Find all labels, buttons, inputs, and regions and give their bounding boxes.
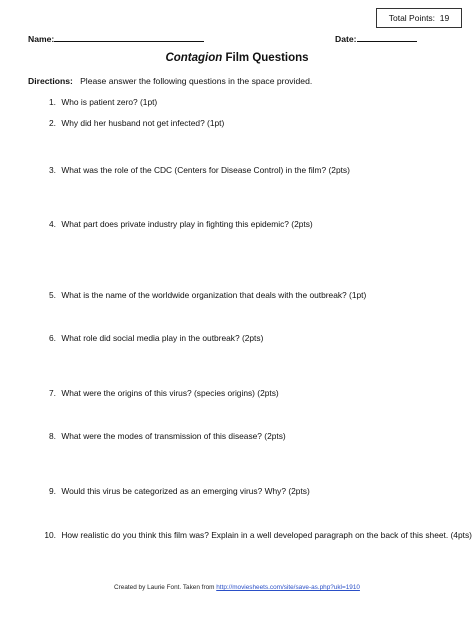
page-title (0, 52, 474, 64)
question-text: What role did social media play in the outbreak? (2pts) (61, 333, 264, 343)
question-item (42, 118, 224, 128)
question-text: Would this virus be categorized as an emerging virus? Why? (2pts) (61, 486, 310, 496)
question-text: What were the modes of transmission of this disease? (2pts) (61, 431, 286, 441)
question-number: 6. (49, 333, 56, 343)
name-field (28, 32, 204, 44)
question-number: 2. (49, 118, 56, 128)
question-text: What were the origins of this virus? (species origins) (2pts) (61, 388, 279, 398)
date-blank-line (357, 32, 417, 42)
question-item (38, 530, 472, 540)
question-item (42, 486, 310, 496)
question-text: What was the role of the CDC (Centers for Disease Control) in the film? (2pts) (61, 165, 350, 175)
question-text: What is the name of the worldwide organization that deals with the outbreak? (1pt) (61, 290, 367, 300)
question-text: Who is patient zero? (1pt) (61, 97, 158, 107)
question-number: 3. (49, 165, 56, 175)
question-number: 1. (49, 97, 56, 107)
directions-label: Directions: (28, 76, 73, 86)
footer-text: Created by Laurie Font. Taken from (114, 584, 217, 591)
question-number: 5. (49, 290, 56, 300)
question-number: 9. (49, 486, 56, 496)
date-label: Date: (335, 34, 357, 44)
question-number: 10. (44, 530, 56, 540)
total-points-label: Total Points: (388, 13, 436, 23)
question-item (42, 388, 279, 398)
question-number: 4. (49, 219, 56, 229)
title-film-name: Contagion (165, 52, 223, 64)
directions (28, 76, 312, 86)
directions-text: Please answer the following questions in the space provided. (80, 76, 313, 86)
question-text: How realistic do you think this film was? Explain in a well developed paragraph on the back of this sheet. (4pts) (61, 530, 472, 540)
question-item (42, 165, 350, 175)
name-blank-line (54, 32, 204, 42)
question-item (42, 431, 286, 441)
question-number: 7. (49, 388, 56, 398)
question-text: Why did her husband not get infected? (1pt) (61, 118, 225, 128)
question-text: What part does private industry play in fighting this epidemic? (2pts) (61, 219, 313, 229)
total-points-box (376, 8, 462, 28)
question-number: 8. (49, 431, 56, 441)
total-points-value: 19 (439, 13, 450, 23)
name-label: Name: (28, 34, 55, 44)
question-item (42, 219, 313, 229)
source-link[interactable]: http://moviesheets.com/site/save-as.php?ukl=1910 (216, 584, 360, 591)
date-field (335, 32, 417, 44)
question-item (42, 97, 157, 107)
footer-credit (0, 584, 474, 591)
question-item (42, 333, 263, 343)
title-rest: Film Questions (222, 52, 309, 64)
question-item (42, 290, 366, 300)
